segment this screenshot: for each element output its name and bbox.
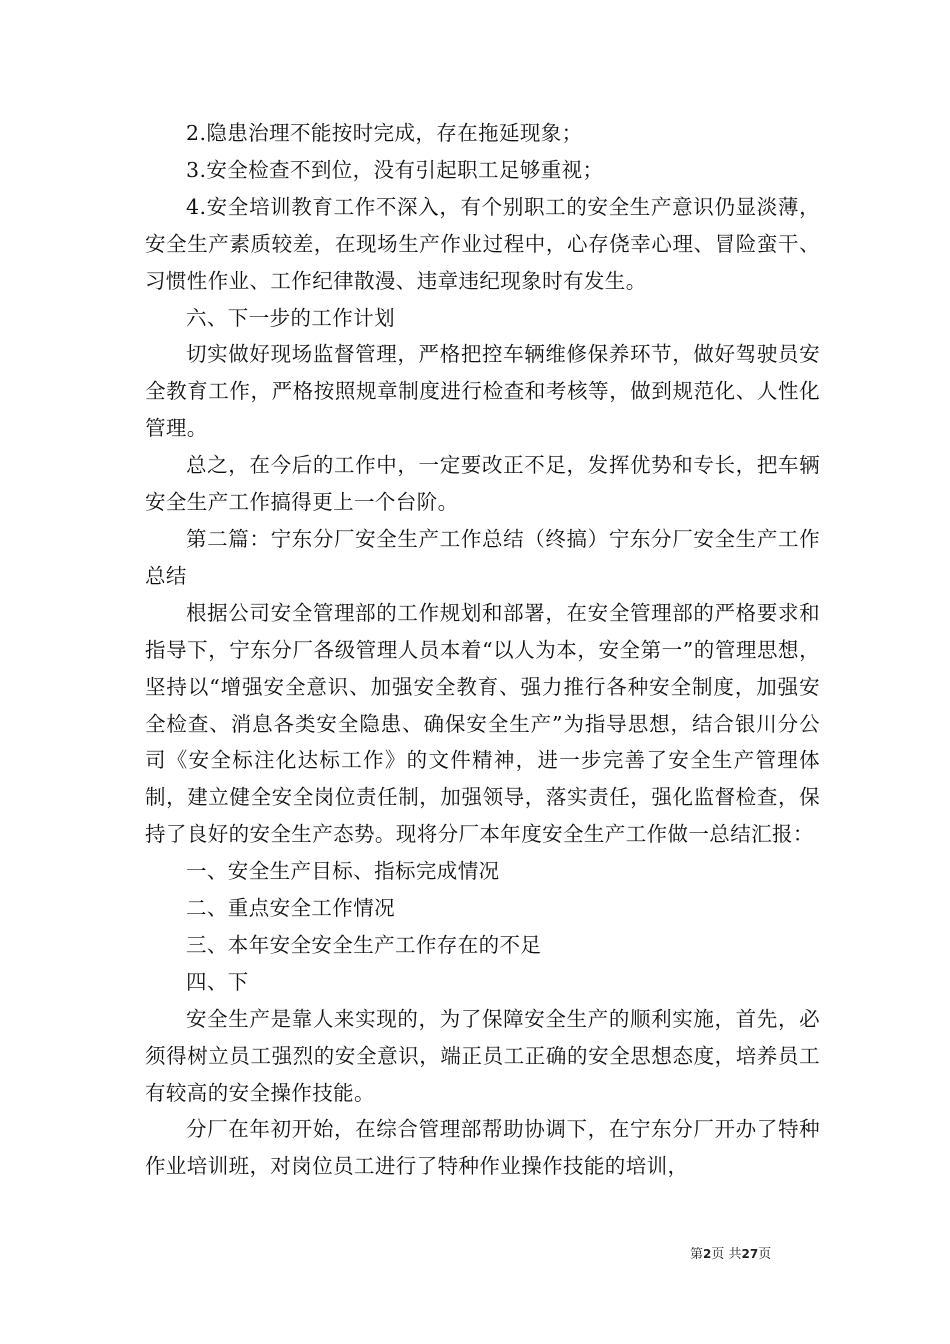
page-footer (690, 1245, 850, 1264)
footer-prefix: 第 (690, 1247, 704, 1262)
paragraph: 总之，在今后的工作中，一定要改正不足，发挥优势和专长，把车辆安全生产工作搞得更上一个台阶。 (145, 453, 820, 515)
section-heading: 四、下 (186, 969, 249, 994)
current-page-number: 2 (703, 1247, 712, 1261)
chapter-title: 第二篇：宁东分厂安全生产工作总结（终搞）宁东分厂安全生产工作总结 (145, 526, 820, 588)
paragraph: 2.隐患治理不能按时完成，存在拖延现象； (186, 121, 583, 145)
section-heading: 一、安全生产目标、指标完成情况 (186, 859, 500, 884)
footer-middle: 页 共 (711, 1247, 742, 1262)
paragraph: 切实做好现场监督管理，严格把控车辆维修保养环节，做好驾驶员安全教育工作，严格按照规章制度进行检查和考核等，做到规范化、人性化管理。 (145, 342, 820, 441)
paragraph: 3.安全检查不到位，没有引起职工足够重视； (186, 157, 604, 182)
paragraph: 安全生产是靠人来实现的，为了保障安全生产的顺利实施，首先，必须得树立员工强烈的安全意识，端正员工正确的安全思想态度，培养员工有较高的安全操作技能。 (145, 1006, 820, 1105)
total-pages-number: 27 (741, 1247, 759, 1261)
section-heading: 三、本年安全安全生产工作存在的不足 (186, 932, 542, 957)
paragraph: 4.安全培训教育工作不深入，有个别职工的安全生产意识仍显淡薄，安全生产素质较差，在现场生产作业过程中，心存侥幸心理、冒险蛮干、习惯性作业、工作纪律散漫、违章违纪现象时有发生。 (145, 194, 820, 293)
footer-suffix: 页 (758, 1247, 772, 1262)
paragraph: 分厂在年初开始，在综合管理部帮助协调下，在宁东分厂开办了特种作业培训班，对岗位员工进行了特种作业操作技能的培训， (145, 1117, 820, 1179)
paragraph: 根据公司安全管理部的工作规划和部署，在安全管理部的严格要求和指导下，宁东分厂各级管理人员本着“以人为本，安全第一”的管理思想，坚持以“增强安全意识、加强安全教育、强力推行各种安全制度，加强安全检查、消息各类安全隐患、确保安全生产”为指导思想，结合银川分公司《安全标注化达标工作》的文件精神，进一步完善了安全生产管理体制，建立健全安全岗位责任制，加强领导，落实责任，强化监督检查，保持了良好的安全生产态势。现将分厂本年度安全生产工作做一总结汇报： (145, 600, 820, 847)
section-heading: 二、重点安全工作情况 (186, 896, 395, 921)
document-body (145, 115, 820, 1185)
section-heading: 六、下一步的工作计划 (186, 305, 395, 330)
